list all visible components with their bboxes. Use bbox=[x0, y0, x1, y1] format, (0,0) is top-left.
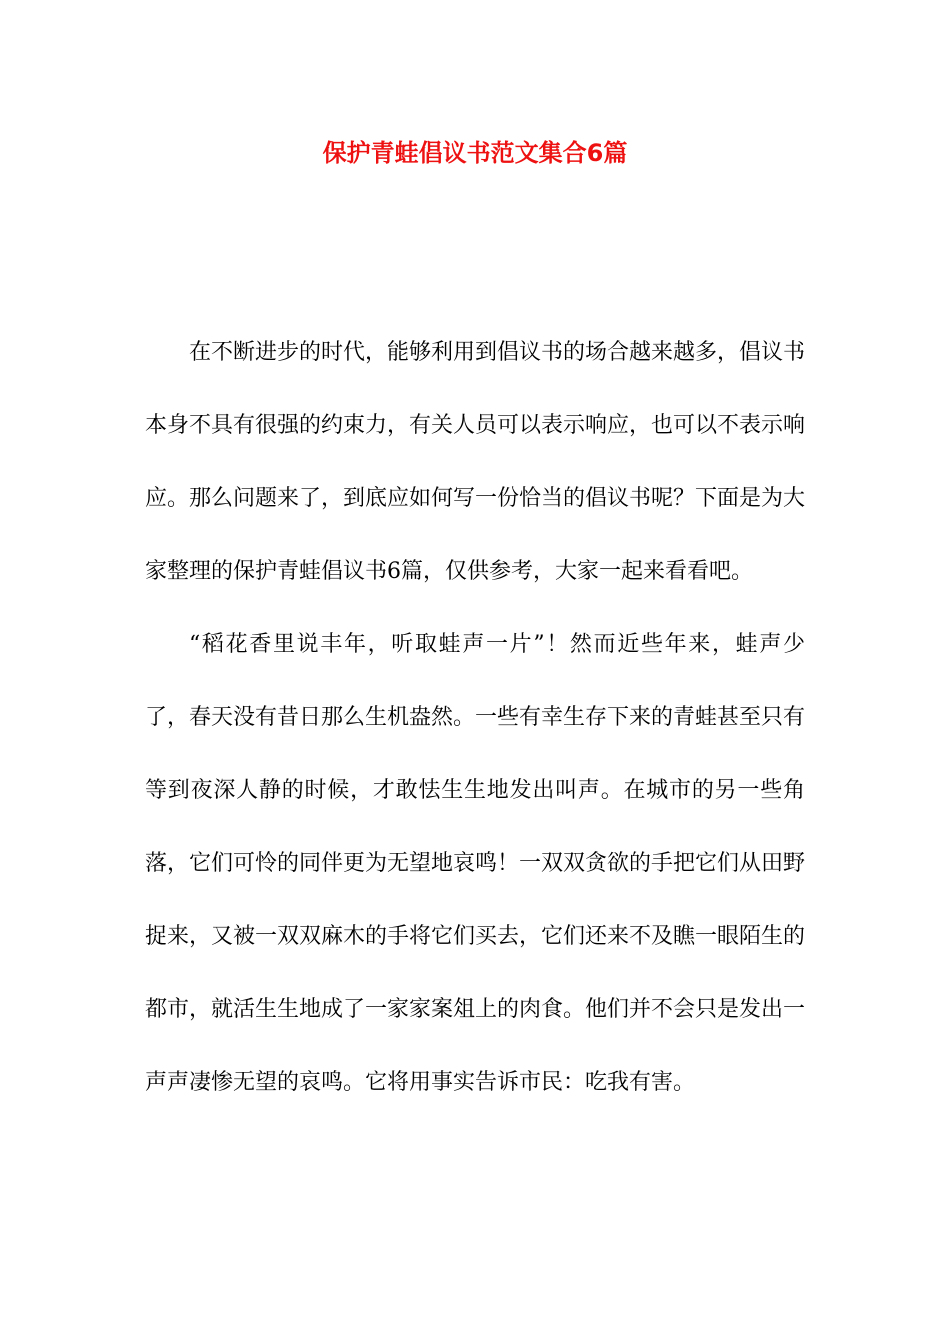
paragraph-frog-sound: “稻花香里说丰年，听取蛙声一片”！然而近些年来，蛙声少了，春天没有昔日那么生机盎然。一些有幸生存下来的青蛙甚至只有等到夜深人静的时候，才敢怯生生地发出叫声。在城市的另一些角落，它们可怜的同伴更为无望地哀鸣！一双双贪欲的手把它们从田野捉来，又被一双双麻木的手将它们买去，它们还来不及瞧一眼陌生的都市，就活生生地成了一家家案俎上的肉食。他们并不会只是发出一声声凄惨无望的哀鸣。它将用事实告诉市民：吃我有害。 bbox=[145, 632, 806, 1095]
document-title: 保护青蛙倡议书范文集合6篇 bbox=[322, 139, 628, 167]
document-body bbox=[145, 316, 805, 1119]
paragraph-intro: 在不断进步的时代，能够利用到倡议书的场合越来越多，倡议书本身不具有很强的约束力，有关人员可以表示响应，也可以不表示响应。那么问题来了，到底应如何写一份恰当的倡议书呢？下面是为大家整理的保护青蛙倡议书6篇，仅供参考，大家一起来看看吧。 bbox=[145, 340, 806, 584]
